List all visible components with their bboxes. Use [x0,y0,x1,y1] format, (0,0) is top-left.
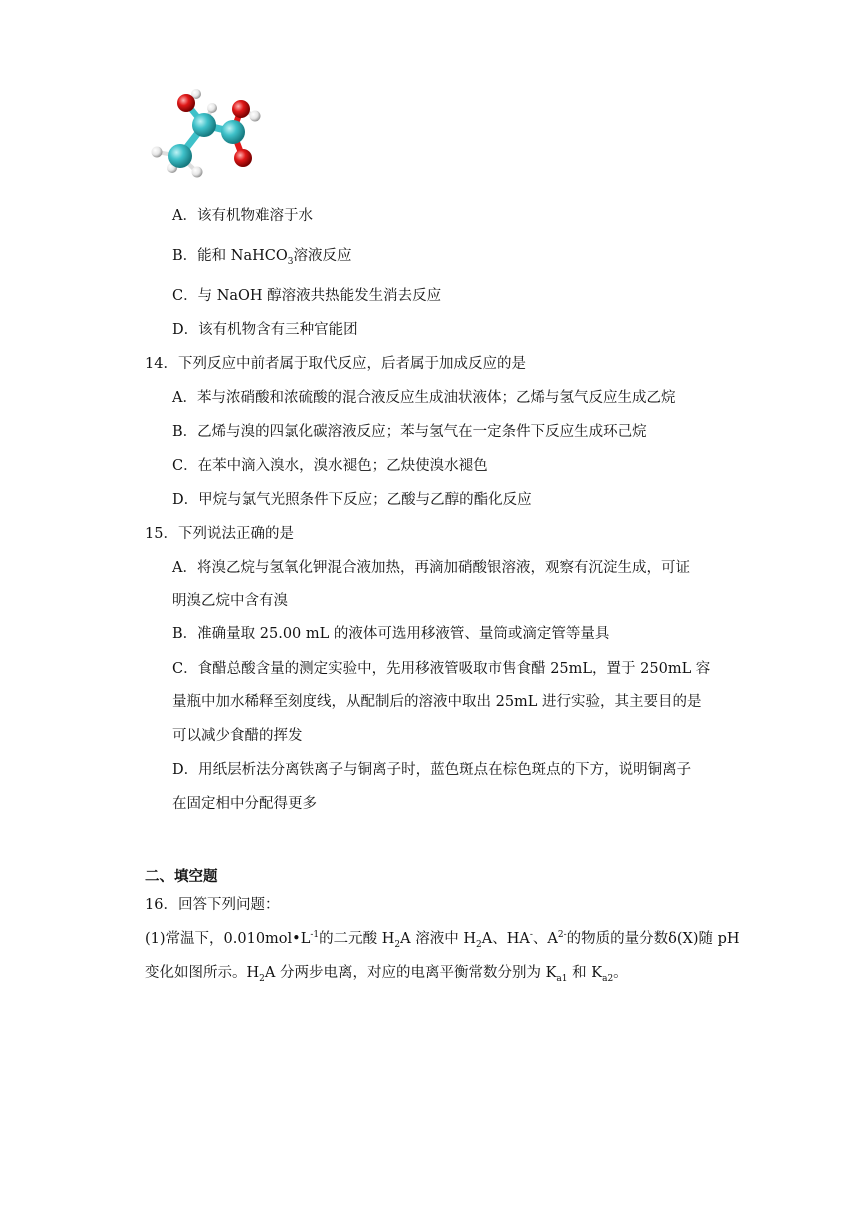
q15-option-b: B．准确量取 25.00 mL 的液体可选用移液管、量筒或滴定管等量具 [172,626,610,642]
q15-stem: 15．下列说法正确的是 [145,526,294,542]
q15-option-c-line3: 可以减少食醋的挥发 [172,728,303,744]
q15-option-d-line1: D．用纸层析法分离铁离子与铜离子时，蓝色斑点在棕色斑点的下方，说明铜离子 [172,762,692,778]
q13-option-b: B．能和 NaHCO$_3$溶液反应 [172,248,352,267]
section-title: 二、填空题 [145,869,218,885]
q13-option-d: D．该有机物含有三种官能团 [172,322,358,338]
q16-part1-line2: 变化如图所示。$H_2A$ 分两步电离，对应的电离平衡常数分别为 $K_{a1}$ 和 $K_{a2}$。 [145,965,628,984]
q16-stem: 16．回答下列问题： [145,897,280,913]
q15-option-d-line2: 在固定相中分配得更多 [172,796,317,812]
q15-option-c-line2: 量瓶中加水稀释至刻度线，从配制后的溶液中取出 25mL 进行实验，其主要目的是 [172,694,702,710]
molecule-model-image [140,88,270,188]
q13-option-a: A．该有机物难溶于水 [172,208,313,224]
q16-part1-line1: (1)常温下，$0.010mol•L^{-1}$的二元酸 $H_2A$ 溶液中 $H_2A$、HA-、$A^{2-}$的物质的量分数δ(X)随 pH [145,930,740,950]
q14-option-a: A．苯与浓硝酸和浓硫酸的混合液反应生成油状液体；乙烯与氢气反应生成乙烷 [172,390,676,406]
q14-option-b: B．乙烯与溴的四氯化碳溶液反应；苯与氢气在一定条件下反应生成环己烷 [172,424,647,440]
q13-option-c: C．与 NaOH 醇溶液共热能发生消去反应 [172,288,442,304]
q15-option-a-line1: A．将溴乙烷与氢氧化钾混合液加热，再滴加硝酸银溶液，观察有沉淀生成，可证 [172,560,690,576]
q15-option-c-line1: C．食醋总酸含量的测定实验中，先用移液管吸取市售食醋 25mL，置于 250mL 容 [172,661,711,677]
q14-option-d: D．甲烷与氯气光照条件下反应；乙酸与乙醇的酯化反应 [172,492,532,508]
q14-option-c: C．在苯中滴入溴水，溴水褪色；乙炔使溴水褪色 [172,458,488,474]
q14-stem: 14．下列反应中前者属于取代反应，后者属于加成反应的是 [145,356,526,372]
q15-option-a-line2: 明溴乙烷中含有溴 [172,593,288,609]
